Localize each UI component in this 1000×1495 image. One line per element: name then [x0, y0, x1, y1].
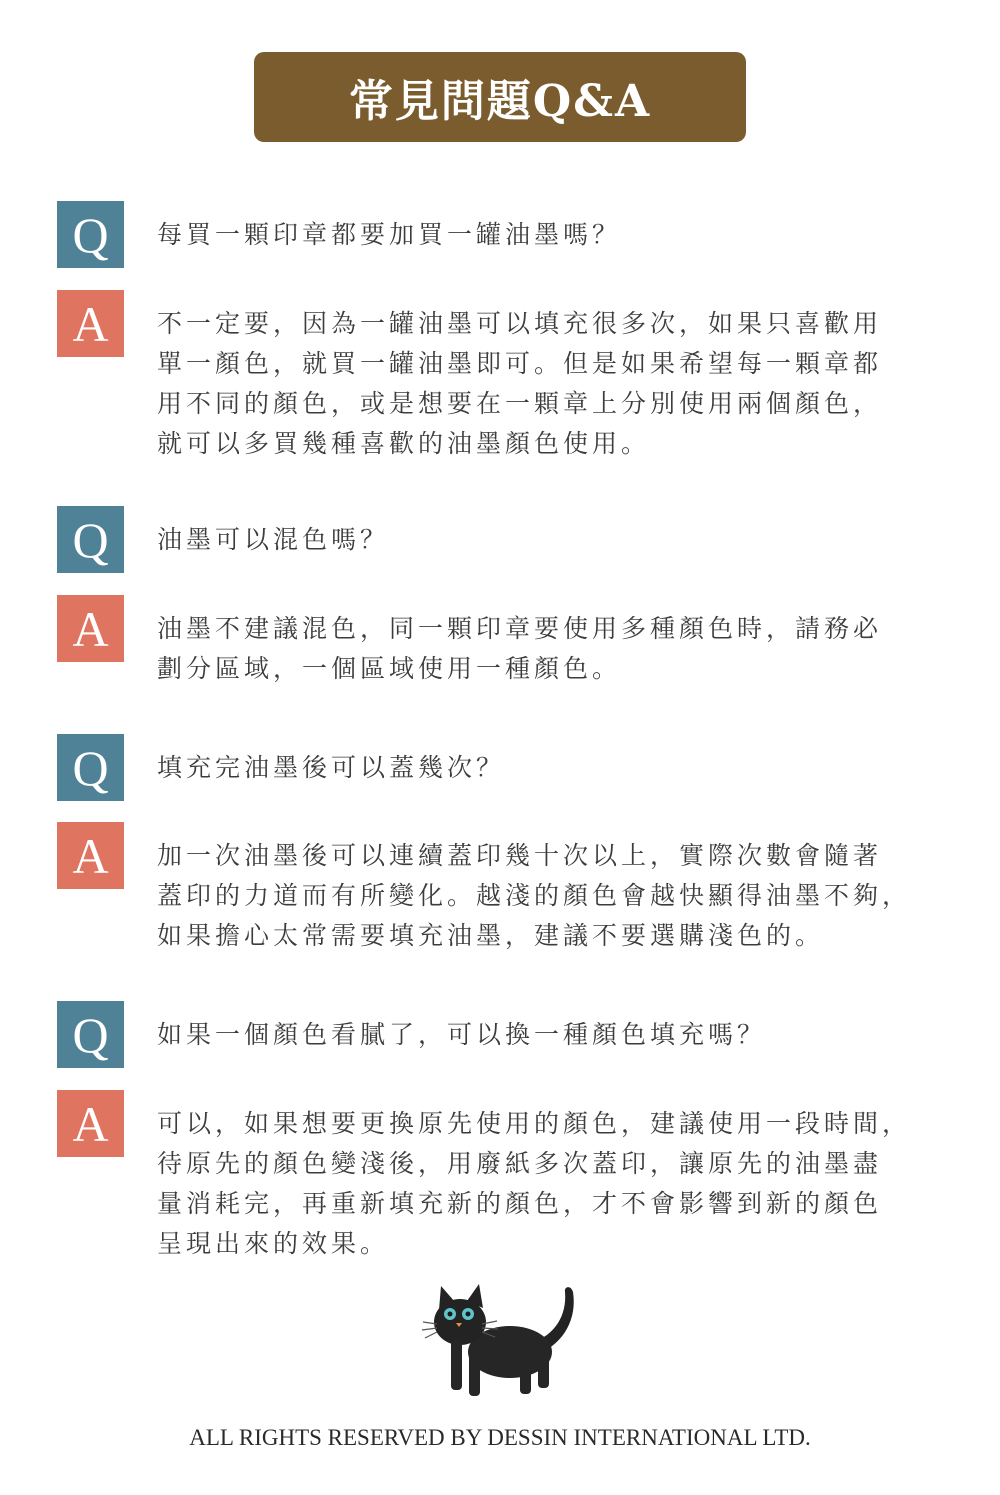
question-text — [157, 215, 957, 255]
answer-line: 可以，如果想要更換原先使用的顏色，建議使用一段時間， — [157, 1109, 912, 1138]
question-line: 油墨可以混色嗎？ — [157, 525, 390, 554]
answer-line: 就可以多買幾種喜歡的油墨顏色使用。 — [157, 429, 651, 458]
question-line: 如果一個顏色看膩了，可以換一種顏色填充嗎？ — [157, 1020, 767, 1049]
q-badge: Q — [57, 506, 124, 573]
question-text — [157, 520, 957, 560]
a-badge: A — [57, 1090, 124, 1157]
answer-line: 呈現出來的效果。 — [157, 1229, 390, 1258]
answer-text — [157, 1104, 957, 1264]
black-cat-icon — [415, 1280, 585, 1405]
answer-line: 劃分區域，一個區域使用一種顏色。 — [157, 654, 622, 683]
q-badge: Q — [57, 201, 124, 268]
answer-line: 加一次油墨後可以連續蓋印幾十次以上，實際次數會隨著 — [157, 841, 883, 870]
copyright-footer: ALL RIGHTS RESERVED BY DESSIN INTERNATIONAL LTD. — [189, 1425, 811, 1450]
answer-text — [157, 609, 957, 689]
answer-line: 如果擔心太常需要填充油墨，建議不要選購淺色的。 — [157, 921, 825, 950]
a-badge: A — [57, 290, 124, 357]
title-banner — [254, 52, 746, 142]
answer-line: 油墨不建議混色，同一顆印章要使用多種顏色時，請務必 — [157, 614, 883, 643]
answer-line: 用不同的顏色，或是想要在一顆章上分別使用兩個顏色， — [157, 389, 883, 418]
q-badge: Q — [57, 1001, 124, 1068]
answer-line: 待原先的顏色變淺後，用廢紙多次蓋印，讓原先的油墨盡 — [157, 1149, 883, 1178]
question-line: 每買一顆印章都要加買一罐油墨嗎？ — [157, 220, 622, 249]
answer-line: 不一定要，因為一罐油墨可以填充很多次，如果只喜歡用 — [157, 309, 883, 338]
answer-line: 量消耗完，再重新填充新的顏色，才不會影響到新的顏色 — [157, 1189, 883, 1218]
question-text — [157, 1015, 957, 1055]
answer-line: 蓋印的力道而有所變化。越淺的顏色會越快顯得油墨不夠， — [157, 881, 912, 910]
answer-text — [157, 304, 957, 464]
a-badge: A — [57, 822, 124, 889]
question-text — [157, 748, 957, 788]
answer-line: 單一顏色，就買一罐油墨即可。但是如果希望每一顆章都 — [157, 349, 883, 378]
answer-text — [157, 836, 957, 956]
page-title: 常見問題Q&A — [348, 76, 652, 127]
question-line: 填充完油墨後可以蓋幾次？ — [157, 753, 506, 782]
a-badge: A — [57, 595, 124, 662]
q-badge: Q — [57, 734, 124, 801]
